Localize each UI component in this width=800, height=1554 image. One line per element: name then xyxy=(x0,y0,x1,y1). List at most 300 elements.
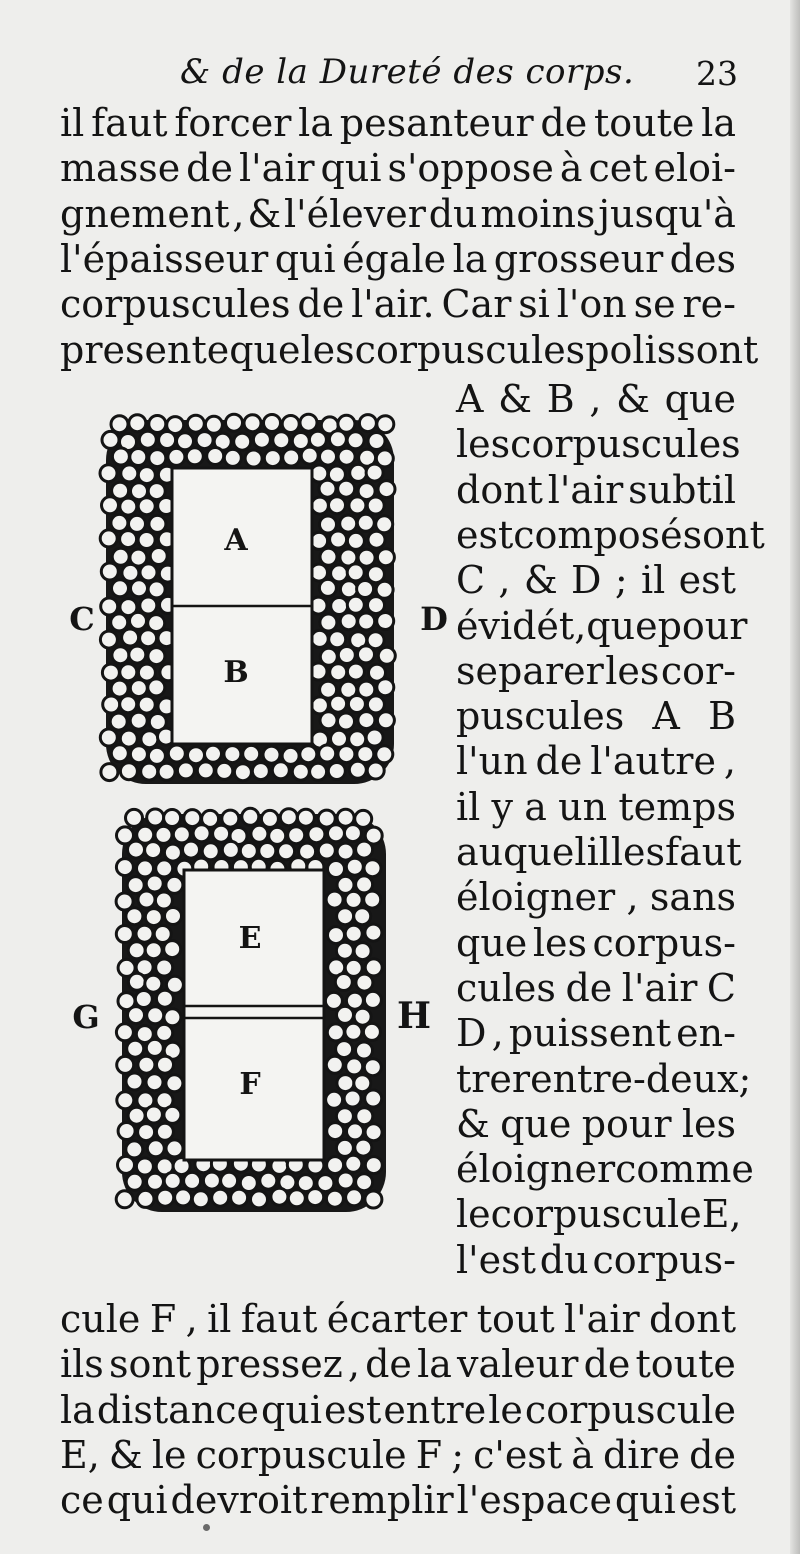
air-corpuscle xyxy=(138,467,155,484)
air-corpuscle xyxy=(111,416,128,433)
air-corpuscle xyxy=(100,465,117,482)
air-corpuscle xyxy=(338,480,355,497)
text-line-full: ce qui devroit remplir l'espace qui est xyxy=(60,1478,736,1523)
air-corpuscle xyxy=(149,515,166,532)
air-corpuscle xyxy=(336,1041,353,1058)
air-corpuscle xyxy=(330,664,347,681)
text-line-side: auquel il les faut xyxy=(456,830,742,874)
text-line-full: ils sont pressez , de la valeur de toute xyxy=(60,1342,736,1387)
air-corpuscle xyxy=(272,762,289,779)
air-corpuscle xyxy=(311,497,328,514)
air-corpuscle xyxy=(337,1006,354,1023)
air-corpuscle xyxy=(357,514,374,531)
air-corpuscle xyxy=(226,414,243,431)
air-corpuscle xyxy=(102,431,119,448)
text-line-side: les corpuscules xyxy=(456,422,741,467)
air-corpuscle xyxy=(148,679,165,696)
air-corpuscle xyxy=(212,1189,229,1206)
air-corpuscle xyxy=(120,763,137,780)
air-corpuscle xyxy=(335,974,352,991)
air-corpuscle xyxy=(350,464,367,481)
air-corpuscle xyxy=(192,1191,209,1208)
air-corpuscle xyxy=(348,696,365,713)
air-corpuscle xyxy=(336,942,353,959)
air-corpuscle xyxy=(139,431,156,448)
air-corpuscle xyxy=(245,450,262,467)
air-corpuscle xyxy=(345,1155,362,1172)
air-corpuscle xyxy=(340,613,357,630)
air-corpuscle xyxy=(100,729,117,746)
air-corpuscle xyxy=(111,745,128,762)
air-corpuscle xyxy=(363,1023,380,1040)
air-corpuscle xyxy=(166,876,183,893)
air-corpuscle xyxy=(311,630,328,647)
air-corpuscle xyxy=(318,842,335,859)
air-corpuscle xyxy=(326,1091,343,1108)
air-corpuscle xyxy=(147,1140,164,1157)
air-corpuscle xyxy=(310,763,327,780)
air-corpuscle xyxy=(126,1173,143,1190)
air-corpuscle xyxy=(340,515,357,532)
air-corpuscle xyxy=(368,531,385,548)
air-corpuscle xyxy=(102,664,119,681)
air-corpuscle xyxy=(156,1123,173,1140)
label-E: E xyxy=(238,921,262,956)
air-corpuscle xyxy=(166,1075,183,1092)
air-corpuscle xyxy=(331,565,348,582)
air-corpuscle xyxy=(364,891,381,908)
lower-cluster-box xyxy=(184,870,324,1160)
air-corpuscle xyxy=(243,745,260,762)
text-line-full: il faut forcer la pesanteur de toute la xyxy=(60,101,736,145)
air-corpuscle xyxy=(157,1056,174,1073)
air-corpuscle xyxy=(364,860,381,877)
air-corpuscle xyxy=(155,892,172,909)
air-corpuscle xyxy=(329,631,346,648)
air-corpuscle xyxy=(120,531,137,548)
air-corpuscle xyxy=(261,810,278,827)
air-corpuscle xyxy=(365,1191,382,1208)
air-corpuscle xyxy=(252,763,269,780)
air-corpuscle xyxy=(213,825,230,842)
air-corpuscle xyxy=(102,497,119,514)
text-line-full: l'épaisseur qui égale la grosseur des xyxy=(60,236,736,281)
air-corpuscle xyxy=(366,729,383,746)
air-corpuscle xyxy=(138,532,155,549)
air-corpuscle xyxy=(147,1173,164,1190)
air-corpuscle xyxy=(164,1172,181,1189)
air-corpuscle xyxy=(120,696,137,713)
air-corpuscle xyxy=(138,891,155,908)
air-corpuscle xyxy=(319,579,336,596)
air-corpuscle xyxy=(136,925,153,942)
air-corpuscle xyxy=(280,809,297,826)
air-corpuscle xyxy=(319,745,336,762)
air-corpuscle xyxy=(141,731,158,748)
air-corpuscle xyxy=(130,612,147,629)
label-A: A xyxy=(224,523,248,558)
air-corpuscle xyxy=(112,647,129,664)
air-corpuscle xyxy=(128,1107,145,1124)
air-corpuscle xyxy=(338,647,355,664)
text-line-side: A & B , & que xyxy=(456,377,736,421)
air-corpuscle xyxy=(138,1056,155,1073)
air-corpuscle xyxy=(234,433,251,450)
air-corpuscle xyxy=(116,859,133,876)
air-corpuscle xyxy=(338,713,355,730)
air-corpuscle xyxy=(354,943,371,960)
air-corpuscle xyxy=(112,580,129,597)
air-corpuscle xyxy=(271,1188,288,1205)
air-corpuscle xyxy=(354,1075,371,1092)
air-corpuscle xyxy=(141,763,158,780)
air-corpuscle xyxy=(359,415,376,432)
air-corpuscle xyxy=(251,1191,268,1208)
air-corpuscle xyxy=(234,764,251,781)
air-corpuscle xyxy=(251,825,268,842)
air-corpuscle xyxy=(145,1106,162,1123)
air-corpuscle xyxy=(156,959,173,976)
air-corpuscle xyxy=(292,763,309,780)
text-line-side: separer les cor- xyxy=(456,648,736,693)
air-corpuscle xyxy=(183,841,200,858)
air-corpuscle xyxy=(347,663,364,680)
air-corpuscle xyxy=(164,941,181,958)
air-corpuscle xyxy=(367,762,384,779)
air-corpuscle xyxy=(131,580,148,597)
text-line-full: corpuscules de l'air. Car si l'on se re- xyxy=(60,282,736,327)
air-corpuscle xyxy=(224,449,241,466)
text-line-side: évidét, que pour xyxy=(456,603,748,648)
text-line-side: dont l'air subtil xyxy=(456,467,736,512)
air-corpuscle xyxy=(116,926,133,943)
text-line-side: & que pour les xyxy=(456,1101,736,1146)
air-corpuscle xyxy=(337,908,354,925)
air-corpuscle xyxy=(327,1123,344,1140)
air-corpuscle xyxy=(283,449,300,466)
air-corpuscle xyxy=(365,1090,382,1107)
text-line-side: éloigner comme xyxy=(456,1147,754,1192)
air-corpuscle xyxy=(184,1172,201,1189)
air-corpuscle xyxy=(282,416,299,433)
air-corpuscle xyxy=(358,646,375,663)
air-corpuscle xyxy=(320,712,337,729)
air-corpuscle xyxy=(366,464,383,481)
air-corpuscle xyxy=(224,746,241,763)
air-corpuscle xyxy=(117,1056,134,1073)
air-corpuscle xyxy=(149,416,166,433)
air-corpuscle xyxy=(116,1024,133,1041)
air-corpuscle xyxy=(346,858,363,875)
air-corpuscle xyxy=(377,549,394,566)
air-corpuscle xyxy=(330,531,347,548)
air-corpuscle xyxy=(345,925,362,942)
air-corpuscle xyxy=(355,1139,372,1156)
air-corpuscle xyxy=(140,564,157,581)
ink-speck xyxy=(203,1524,210,1531)
air-corpuscle xyxy=(168,448,185,465)
air-corpuscle xyxy=(120,664,137,681)
air-corpuscle xyxy=(364,1059,381,1076)
air-corpuscle xyxy=(137,1190,154,1207)
air-corpuscle xyxy=(130,746,147,763)
air-corpuscle xyxy=(100,631,117,648)
text-line-full: E, & le corpuscule F ; c'est à dire de xyxy=(60,1432,736,1477)
air-corpuscle xyxy=(145,975,162,992)
air-corpuscle xyxy=(128,1007,145,1024)
air-corpuscle xyxy=(159,432,176,449)
air-corpuscle xyxy=(175,1189,192,1206)
air-corpuscle xyxy=(145,909,162,926)
air-corpuscle xyxy=(307,1189,324,1206)
air-corpuscle xyxy=(188,747,205,764)
air-corpuscle xyxy=(146,875,163,892)
air-corpuscle xyxy=(130,712,147,729)
air-corpuscle xyxy=(344,825,361,842)
air-corpuscle xyxy=(193,825,210,842)
air-corpuscle xyxy=(308,826,325,843)
air-corpuscle xyxy=(145,842,162,859)
air-corpuscle xyxy=(221,1172,238,1189)
air-corpuscle xyxy=(253,431,270,448)
air-corpuscle xyxy=(101,764,118,781)
air-corpuscle xyxy=(128,973,145,990)
air-corpuscle xyxy=(365,1157,382,1174)
air-corpuscle xyxy=(364,991,381,1008)
text-line-side: trer entre-deux; xyxy=(456,1056,752,1101)
label-F: F xyxy=(239,1067,261,1102)
air-corpuscle xyxy=(138,498,155,515)
air-corpuscle xyxy=(126,908,143,925)
air-corpuscle xyxy=(168,745,185,762)
air-corpuscle xyxy=(216,762,233,779)
air-corpuscle xyxy=(101,598,118,615)
air-corpuscle xyxy=(349,761,366,778)
air-corpuscle xyxy=(203,1172,220,1189)
air-corpuscle xyxy=(356,841,373,858)
air-corpuscle xyxy=(297,809,314,826)
air-corpuscle xyxy=(319,480,336,497)
air-corpuscle xyxy=(146,1039,163,1056)
air-corpuscle xyxy=(148,648,165,665)
air-corpuscle xyxy=(309,431,326,448)
air-corpuscle xyxy=(140,597,157,614)
air-corpuscle xyxy=(126,809,143,826)
page-number: 23 xyxy=(696,54,738,93)
air-corpuscle xyxy=(128,942,145,959)
air-corpuscle xyxy=(357,581,374,598)
air-corpuscle xyxy=(378,481,395,498)
label-D: D xyxy=(420,600,448,638)
air-corpuscle xyxy=(328,763,345,780)
air-corpuscle xyxy=(111,680,128,697)
air-corpuscle xyxy=(367,696,384,713)
air-corpuscle xyxy=(244,415,261,432)
air-corpuscle xyxy=(377,613,394,630)
air-corpuscle xyxy=(300,746,317,763)
air-corpuscle xyxy=(166,1140,183,1157)
air-corpuscle xyxy=(130,680,147,697)
air-corpuscle xyxy=(376,746,393,763)
air-corpuscle xyxy=(164,844,181,861)
air-corpuscle xyxy=(327,1024,344,1041)
text-line-side: est composé sont xyxy=(456,512,765,557)
air-corpuscle xyxy=(117,1092,134,1109)
air-corpuscle xyxy=(156,990,173,1007)
air-corpuscle xyxy=(130,449,147,466)
air-corpuscle xyxy=(356,1174,373,1191)
air-corpuscle xyxy=(138,696,155,713)
air-corpuscle xyxy=(336,1139,353,1156)
air-corpuscle xyxy=(349,497,366,514)
air-corpuscle xyxy=(242,808,259,825)
air-corpuscle xyxy=(328,861,345,878)
air-corpuscle xyxy=(146,1074,163,1091)
air-corpuscle xyxy=(164,1106,181,1123)
air-corpuscle xyxy=(338,746,355,763)
air-corpuscle xyxy=(346,1058,363,1075)
air-corpuscle xyxy=(260,1172,277,1189)
air-corpuscle xyxy=(326,1190,343,1207)
air-corpuscle xyxy=(320,448,337,465)
air-corpuscle xyxy=(197,762,214,779)
air-corpuscle xyxy=(301,447,318,464)
air-corpuscle xyxy=(148,581,165,598)
air-corpuscle xyxy=(320,548,337,565)
air-corpuscle xyxy=(345,1023,362,1040)
air-corpuscle xyxy=(330,695,347,712)
air-corpuscle xyxy=(205,745,222,762)
running-head xyxy=(60,48,740,98)
air-corpuscle xyxy=(377,416,394,433)
text-line-side: D , puissent en- xyxy=(456,1011,736,1056)
air-corpuscle xyxy=(111,514,128,531)
air-corpuscle xyxy=(329,497,346,514)
running-title: & de la Dureté des corps. xyxy=(180,52,635,92)
air-corpuscle xyxy=(264,450,281,467)
air-corpuscle xyxy=(356,974,373,991)
air-corpuscle xyxy=(377,712,394,729)
air-corpuscle xyxy=(354,908,371,925)
air-corpuscle xyxy=(100,530,117,547)
air-corpuscle xyxy=(140,630,157,647)
air-corpuscle xyxy=(127,1040,144,1057)
air-corpuscle xyxy=(128,841,145,858)
air-corpuscle xyxy=(329,431,346,448)
air-corpuscle xyxy=(347,1123,364,1140)
air-corpuscle xyxy=(358,712,375,729)
label-B: B xyxy=(223,655,249,690)
air-corpuscle xyxy=(116,1191,133,1208)
air-corpuscle xyxy=(288,1190,305,1207)
air-corpuscle xyxy=(347,532,364,549)
air-corpuscle xyxy=(367,497,384,514)
air-corpuscle xyxy=(367,566,384,583)
air-corpuscle xyxy=(129,415,146,432)
air-corpuscle xyxy=(328,927,345,944)
air-corpuscle xyxy=(358,549,375,566)
text-line-side: que les corpus- xyxy=(456,920,736,965)
air-corpuscle xyxy=(147,1007,164,1024)
air-corpuscle xyxy=(120,498,137,515)
air-corpuscle xyxy=(344,1090,361,1107)
text-line-full: gnement , & l'élever du moins jusqu'à xyxy=(60,191,736,236)
air-corpuscle xyxy=(273,432,290,449)
air-corpuscle xyxy=(358,613,375,630)
air-corpuscle xyxy=(347,564,364,581)
air-corpuscle xyxy=(136,1158,153,1175)
air-corpuscle xyxy=(378,647,395,664)
label-G: G xyxy=(72,998,100,1036)
label-H: H xyxy=(396,995,432,1037)
text-line-side: le corpuscule E, xyxy=(456,1192,742,1237)
air-corpuscle xyxy=(300,414,317,431)
air-corpuscle xyxy=(112,548,129,565)
air-corpuscle xyxy=(121,465,138,482)
air-corpuscle xyxy=(326,1056,343,1073)
air-corpuscle xyxy=(150,548,167,565)
air-corpuscle xyxy=(103,696,120,713)
air-corpuscle xyxy=(111,614,128,631)
air-corpuscle xyxy=(207,448,224,465)
text-line-full: presente que les corpuscules polis sont xyxy=(60,327,759,372)
air-corpuscle xyxy=(147,809,164,826)
air-corpuscle xyxy=(110,713,127,730)
air-corpuscle xyxy=(337,1172,354,1189)
air-corpuscle xyxy=(157,1189,174,1206)
air-corpuscle xyxy=(122,629,139,646)
air-corpuscle xyxy=(138,1124,155,1141)
air-corpuscle xyxy=(129,646,146,663)
air-corpuscle xyxy=(149,450,166,467)
air-corpuscle xyxy=(328,825,345,842)
air-corpuscle xyxy=(118,1156,135,1173)
text-line-side: C , & D ; il est xyxy=(456,558,736,603)
text-line-side: cules de l'air C xyxy=(456,965,736,1010)
air-corpuscle xyxy=(240,843,257,860)
air-corpuscle xyxy=(365,1124,382,1141)
air-corpuscle xyxy=(158,763,175,780)
text-line-side: il y a un temps xyxy=(456,784,736,829)
air-corpuscle xyxy=(356,1042,373,1059)
air-corpuscle xyxy=(327,1157,344,1174)
air-corpuscle xyxy=(368,597,385,614)
air-corpuscle xyxy=(264,415,281,432)
air-corpuscle xyxy=(338,448,355,465)
text-line-full: cule F , il faut écarter tout l'air dont xyxy=(60,1297,736,1341)
air-corpuscle xyxy=(320,614,337,631)
text-line-side: éloigner , sans xyxy=(456,875,736,920)
air-corpuscle xyxy=(126,1073,143,1090)
air-corpuscle xyxy=(202,843,219,860)
air-corpuscle xyxy=(365,924,382,941)
text-line-side: puscules A B xyxy=(456,694,736,739)
air-corpuscle xyxy=(186,448,203,465)
air-corpuscle xyxy=(118,1123,135,1140)
air-corpuscle xyxy=(135,991,152,1008)
air-corpuscle xyxy=(263,746,280,763)
air-corpuscle xyxy=(177,762,194,779)
air-corpuscle xyxy=(278,843,295,860)
air-corpuscle xyxy=(368,433,385,450)
air-corpuscle xyxy=(187,415,204,432)
air-corpuscle xyxy=(259,843,276,860)
label-C: C xyxy=(69,600,95,638)
page-edge xyxy=(790,0,800,1554)
corpuscle-figure xyxy=(60,400,450,1240)
air-corpuscle xyxy=(347,596,364,613)
text-line-full: la distance qui est entre le corpuscule xyxy=(60,1387,736,1432)
